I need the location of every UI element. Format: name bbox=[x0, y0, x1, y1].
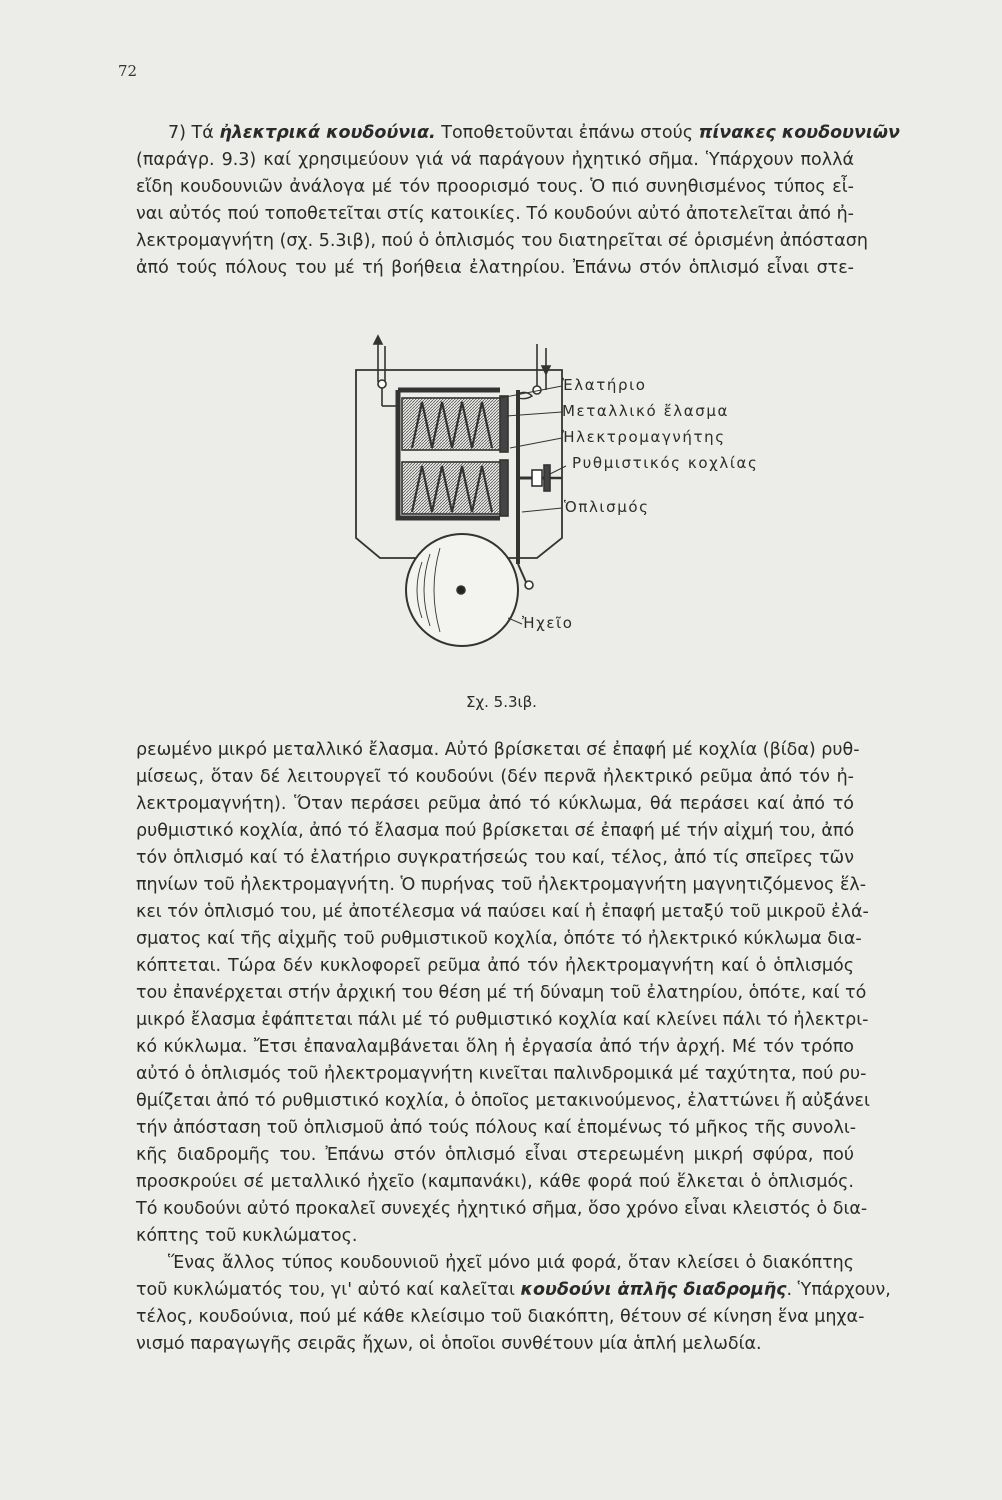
label-armature: Ὁπλισμός bbox=[564, 498, 650, 516]
text-fragment: τοῦ κυκλώματός του, γι' αὐτό καί καλεῖται bbox=[136, 1280, 515, 1300]
text-line: (παράγρ. 9.3) καί χρησιμεύουν γιά νά παράγουν ἠχητικό σῆμα. Ὑπάρχουν πολλά bbox=[136, 150, 854, 170]
figure-caption: Σχ. 5.3ιβ. bbox=[466, 693, 537, 711]
bell-center-bolt bbox=[457, 586, 465, 594]
text-line: κόπτεται. Τώρα δέν κυκλοφορεῖ ρεῦμα ἀπό τόν ἠλεκτρομαγνήτη καί ὁ ὁπλισμός bbox=[136, 956, 854, 976]
text-line: μίσεως, ὅταν δέ λειτουργεῖ τό κουδούνι (δέν περνᾶ ἠλεκτρικό ρεῦμα ἀπό τόν ἠ- bbox=[136, 767, 854, 787]
text-line: Τό κουδούνι αὐτό προκαλεῖ συνεχές ἠχητικό σῆμα, ὅσο χρόνο εἶναι κλειστός ὁ δια- bbox=[136, 1199, 868, 1219]
text-line: ἀπό τούς πόλους του μέ τή βοήθεια ἐλατηρίου. Ἐπάνω στόν ὁπλισμό εἶναι στε- bbox=[136, 258, 854, 278]
paragraph-single-stroke-bell bbox=[136, 1250, 891, 1358]
text-fragment: . Ὑπάρχουν, bbox=[786, 1280, 891, 1300]
term-electric-bells: ἠλεκτρικά κουδούνια. bbox=[219, 123, 436, 143]
hammer-head bbox=[525, 581, 533, 589]
arrow-down-icon bbox=[542, 366, 550, 374]
label-spring: Ἐλατήριο bbox=[562, 376, 647, 394]
text-line bbox=[136, 120, 900, 147]
text-line: τόν ὁπλισμό καί τό ἐλατήριο συγκρατήσεώς του καί, τέλος, ἀπό τίς σπεῖρες τῶν bbox=[136, 848, 854, 868]
text-line: τήν ἀπόσταση τοῦ ὁπλισμοῦ ἀπό τούς πόλους καί ἑπομένως τό μῆκος τῆς συνολι- bbox=[136, 1118, 857, 1138]
text-line: κό κύκλωμα. Ἔτσι ἐπαναλαμβάνεται ὅλη ἡ ἐργασία ἀπό τήν ἀρχή. Μέ τόν τρόπο bbox=[136, 1037, 854, 1057]
text-line: λεκτρομαγνήτη). Ὅταν περάσει ρεῦμα ἀπό τό κύκλωμα, θά περάσει καί ἀπό τό bbox=[136, 794, 854, 814]
text-line: εἴδη κουδουνιῶν ἀνάλογα μέ τόν προορισμό τους. Ὁ πιό συνηθισμένος τύπος εἶ- bbox=[136, 177, 854, 197]
text-line: προσκρούει σέ μεταλλικό ἠχεῖο (καμπανάκι), κάθε φορά πού ἕλκεται ὁ ὁπλισμός. bbox=[136, 1172, 854, 1192]
adjusting-screw bbox=[532, 470, 542, 486]
term-single-stroke-bell: κουδούνι ἁπλῆς διαδρομῆς bbox=[520, 1280, 787, 1300]
text-line: Ἕνας ἄλλος τύπος κουδουνιοῦ ἠχεῖ μόνο μιά φορά, ὅταν κλείσει ὁ διακόπτης bbox=[168, 1253, 854, 1273]
label-electromagnet: Ἠλεκτρομαγνήτης bbox=[562, 428, 726, 446]
text-line: κει τόν ὁπλισμό του, μέ ἀποτέλεσμα νά παύσει καί ἡ ἐπαφή μεταξύ τοῦ μικροῦ ἐλά- bbox=[136, 902, 869, 922]
label-metal-strip: Μεταλλικό ἔλασμα bbox=[562, 402, 729, 420]
text-line: ρυθμιστικό κοχλία, ἀπό τό ἔλασμα πού βρίσκεται σέ ἐπαφή μέ τήν αἰχμή του, ἀπό bbox=[136, 821, 855, 841]
text-line: του ἐπανέρχεται στήν ἀρχική του θέση μέ τή δύναμη τοῦ ἐλατηρίου, ὁπότε, καί τό bbox=[136, 983, 867, 1003]
text-fragment: Τά bbox=[191, 123, 214, 143]
text-line: κῆς διαδρομῆς του. Ἐπάνω στόν ὁπλισμό εἶναι στερεωμένη μικρή σφύρα, πού bbox=[136, 1145, 854, 1165]
text-line: σματος καί τῆς αἰχμῆς τοῦ ρυθμιστικοῦ κοχλία, ὁπότε τό ἠλεκτρικό κύκλωμα δια- bbox=[136, 929, 862, 949]
text-line: νισμό παραγωγῆς σειρᾶς ἤχων, οἱ ὁποῖοι συνθέτουν μία ἁπλή μελωδία. bbox=[136, 1334, 762, 1354]
text-line: μικρό ἔλασμα ἐφάπτεται πάλι μέ τό ρυθμιστικό κοχλία καί κλείνει πάλι τό ἠλεκτρι- bbox=[136, 1010, 869, 1030]
label-bell: Ἠχεῖο bbox=[522, 614, 574, 632]
text-fragment: Τοποθετοῦνται ἐπάνω στούς bbox=[441, 123, 694, 143]
item-number: 7) bbox=[168, 123, 186, 143]
paragraph-electric-bells bbox=[136, 120, 900, 282]
label-adjusting-screw: Ρυθμιστικός κοχλίας bbox=[572, 454, 759, 472]
text-line bbox=[136, 1277, 891, 1304]
paragraph-bell-operation bbox=[136, 737, 870, 1250]
text-line: πηνίων τοῦ ἠλεκτρομαγνήτη. Ὁ πυρήνας τοῦ ἠλεκτρομαγνήτη μαγνητιζόμενος ἕλ- bbox=[136, 875, 867, 895]
text-line: κόπτης τοῦ κυκλώματος. bbox=[136, 1226, 358, 1246]
text-line: ναι αὐτός πού τοποθετεῖται στίς κατοικίες. Τό κουδούνι αὐτό ἀποτελεῖται ἀπό ἠ- bbox=[136, 204, 854, 224]
text-line: λεκτρομαγνήτη (σχ. 5.3ιβ), πού ὁ ὁπλισμός του διατηρεῖται σέ ὁρισμένη ἀπόσταση bbox=[136, 231, 868, 251]
text-line: τέλος, κουδούνια, πού μέ κάθε κλείσιμο τοῦ διακόπτη, θέτουν σέ κίνηση ἕνα μηχα- bbox=[136, 1307, 865, 1327]
text-line: ρεωμένο μικρό μεταλλικό ἔλασμα. Αὐτό βρίσκεται σέ ἐπαφή μέ κοχλία (βίδα) ρυθ- bbox=[136, 740, 860, 760]
arrow-up-icon bbox=[374, 336, 382, 344]
term-bell-panels: πίνακες κουδουνιῶν bbox=[698, 123, 900, 143]
text-line: αὐτό ὁ ὁπλισμός τοῦ ἠλεκτρομαγνήτη κινεῖται παλινδρομικά μέ ταχύτητα, πού ρυ- bbox=[136, 1064, 867, 1084]
electric-bell-diagram bbox=[340, 328, 800, 658]
text-line: θμίζεται ἀπό τό ρυθμιστικό κοχλία, ὁ ὁποῖος μετακινούμενος, ἐλαττώνει ἤ αὐξάνει bbox=[136, 1091, 870, 1111]
page-number: 72 bbox=[118, 62, 138, 80]
